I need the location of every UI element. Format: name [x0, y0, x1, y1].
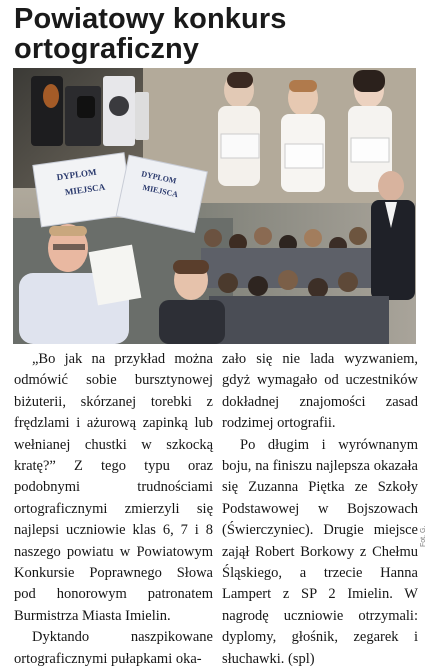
diploma-b-title: DYPLOM: [140, 169, 178, 186]
left-paragraph-1: „Bo jak na przykład można odmówić sobie bursztynowej biżuterii, skórzanej torebki z frędzlami i ażurową zapinką lub wełnianej chustki w szkocką kratę?” Z tego typu oraz podobnymi trudnościami ortograficznymi zmierzyli się najlepsi uczniowie klas 6, 7 i 8 naszego powiatu w Powiatowym Konkursie Poprawnego Słowa pod honorowym patronatem Burmistrza Miasta Imielin.: [14, 351, 213, 624]
right-paragraph-1: zało się nie lada wyzwaniem, gdyż wymagało od uczestników dokładnej znajomości zasad rodzimej ortografii.: [222, 351, 418, 432]
article-column-left: [14, 349, 213, 670]
article-column-right: [222, 349, 418, 670]
audience: [201, 227, 389, 344]
photo-credit: Fot. G.: [420, 525, 427, 547]
winner-1: [218, 72, 260, 186]
headline-line-1: Powiatowy konkurs: [14, 3, 287, 35]
diploma-a-title: DYPLOM: [56, 166, 98, 183]
diploma-a-sub: MIEJSCA: [64, 181, 106, 198]
headline-line-2: ortograficzny: [14, 33, 199, 65]
photo-illustration: [13, 68, 416, 344]
article-headline: [14, 4, 424, 64]
right-paragraph-2: Po długim i wyrównanym boju, na finiszu najlepsza okazała się Zuzanna Piętka ze Szkoły Podstawowej w Bojszowach (Świerczyniec). Drugie miejsce zajął Robert Borkowy z Chełmu Śląskiego, a trzecie Hanna Lampert z SP 2 Imielin. W nagrodę uczniowie otrzymali: dyplomy, głośnik, zegarek i słuchawki. (spl): [222, 436, 418, 667]
article-photo-collage: [13, 68, 416, 344]
diploma-b-sub: MIEJSCA: [141, 182, 179, 200]
left-paragraph-2: Dyktando naszpikowane ortograficznymi pułapkami oka-: [14, 629, 213, 667]
